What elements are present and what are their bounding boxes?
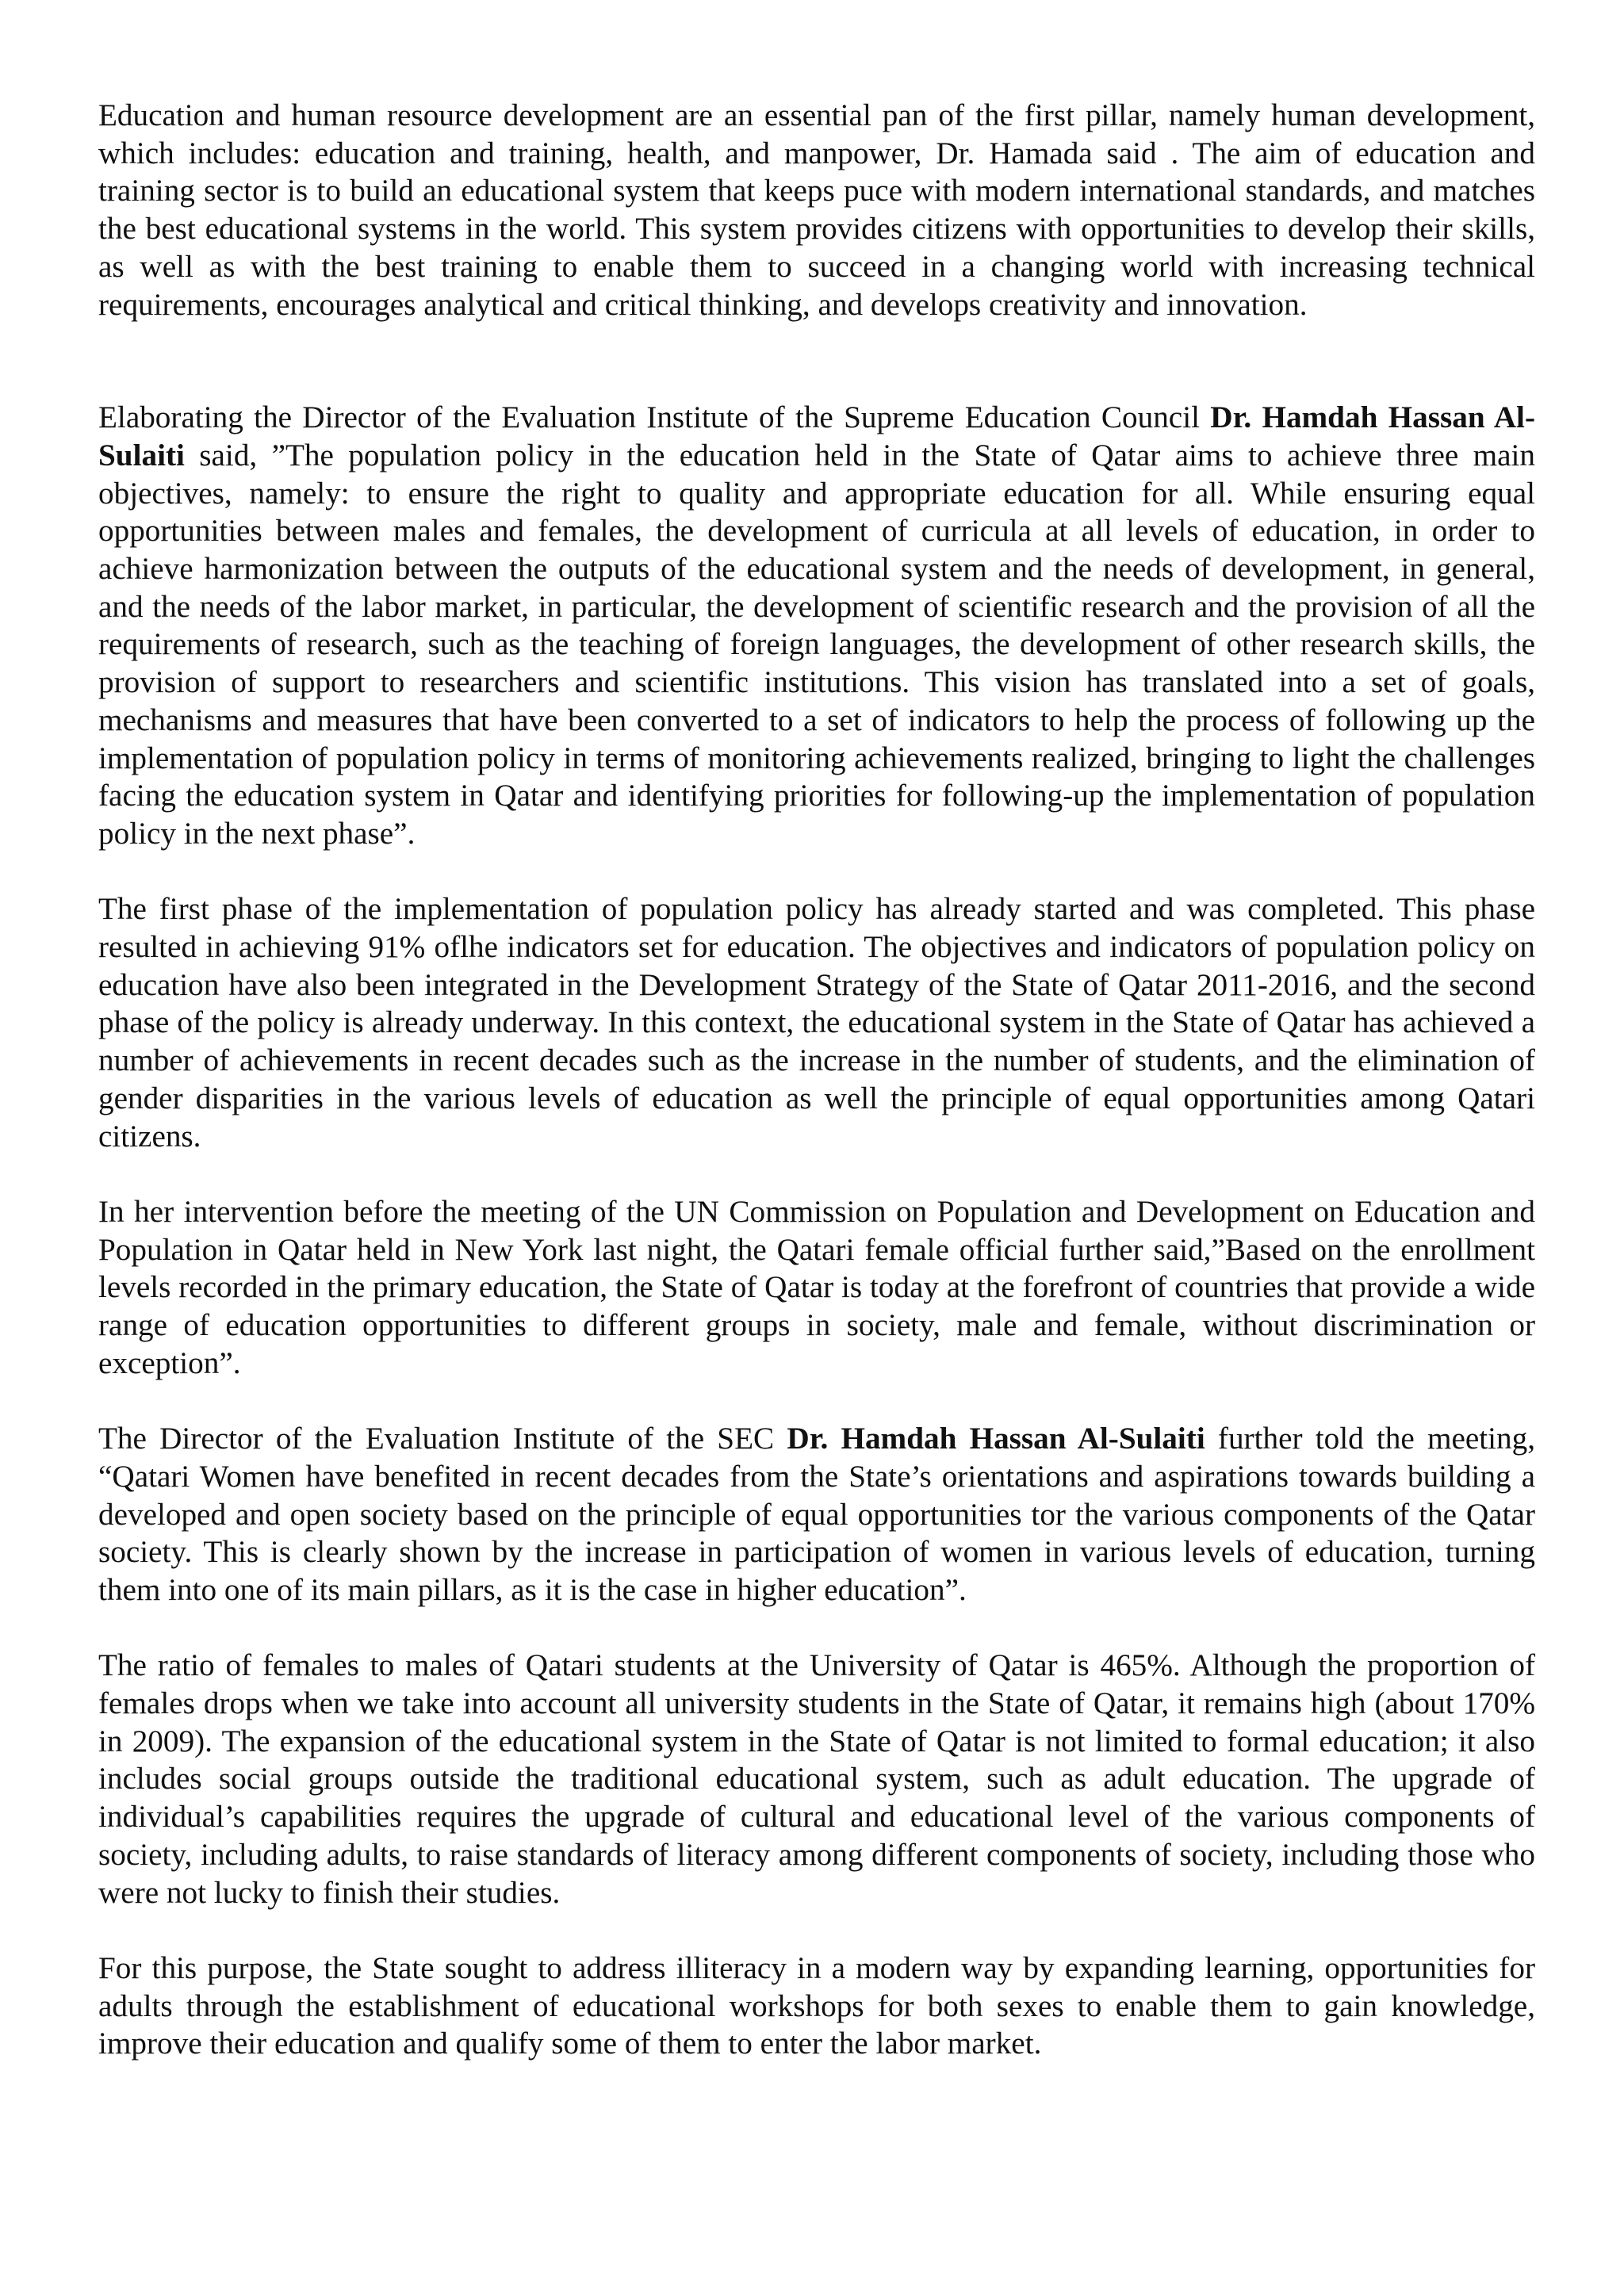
paragraph-illiteracy: For this purpose, the State sought to address illiteracy in a modern way by expanding learning, opportunities for adults through the establishment of educational workshops for both sexes to enable them to gain knowledge, improve their education and qualify some of them to enter the labor market. [98, 1950, 1535, 2061]
paragraph-qatari-women [98, 1420, 1535, 1609]
paragraph-text-rest: said, ”The population policy in the education held in the State of Qatar aims to achieve three main objectives, namely: to ensure the right to quality and appropriate education for all. While ensuring equal opportunities between males and females, the development of curricula at all levels of education, in order to achieve harmonization between the outputs of the educational system and the needs of development, in general, and the needs of the labor market, in particular, the development of scientific research and the provision of all the requirements of research, such as the teaching of foreign languages, the development of other research skills, the provision of support to researchers and scientific institutions. This vision has translated into a set of goals, mechanisms and measures that have been converted to a set of indicators to help the process of following up the implementation of population policy in terms of monitoring achievements realized, bringing to light the challenges facing the education system in Qatar and identifying priorities for following-up the implementation of population policy in the next phase”. [98, 438, 1535, 851]
official-name-bold: Dr. Hamdah Hassan Al-Sulaiti [787, 1422, 1205, 1456]
paragraph-first-phase: The first phase of the implementation of population policy has already started and was completed. This phase resulted in achieving 91% oflhe indicators set for education. The objectives and indicators of population policy on education have also been integrated in the Development Strategy of the State of Qatar 2011-2016, and the second phase of the policy is already underway. In this context, the educational system in the State of Qatar has achieved a number of achievements in recent decades such as the increase in the number of students, and the elimination of gender disparities in the various levels of education as well the principle of equal opportunities among Qatari citizens. [98, 892, 1535, 1154]
paragraph-population-policy-objectives [98, 399, 1535, 852]
paragraph-text-rest: further told the meeting, “Qatari Women have benefited in recent decades from the State’s orientations and aspirations towards building a developed and open society based on the principle of equal opportunities tor the various components of the Qatar society. This is clearly shown by the increase in participation of women in various levels of education, turning them into one of its main pillars, as it is the case in higher education”. [98, 1422, 1536, 1607]
paragraph-un-commission: In her intervention before the meeting of the UN Commission on Population and Development on Education and Population in Qatar held in New York last night, the Qatari female official further said,”Based on the enrollment levels recorded in the primary education, the State of Qatar is today at the forefront of countries that provide a wide range of education opportunities to different groups in society, male and female, without discrimination or exception”. [98, 1194, 1535, 1380]
paragraph-female-ratio: The ratio of females to males of Qatari students at the University of Qatar is 465%. Although the proportion of females drops when we take into account all university students in the State of Qatar, it remains high (about 170% in 2009). The expansion of the educational system in the State of Qatar is not limited to formal education; it also includes social groups outside the traditional educational system, such as adult education. The upgrade of individual’s capabilities requires the upgrade of cultural and educational level of the various components of society, including adults, to raise standards of literacy among different components of society, including those who were not lucky to finish their studies. [98, 1648, 1535, 1910]
paragraph-education-pillar: Education and human resource development are an essential pan of the first pillar, namely human development, which includes: education and training, health, and manpower, Dr. Hamada said . The aim of education and training sector is to build an educational system that keeps puce with modern international standards, and matches the best educational systems in the world. This system provides citizens with opportunities to develop their skills, as well as with the best training to enable them to succeed in a changing world with increasing technical requirements, encourages analytical and critical thinking, and develops creativity and innovation. [98, 98, 1535, 322]
document-page [98, 97, 1535, 2063]
official-name-bold: Dr. Hamdah Hassan Al-Sulaiti [98, 400, 1535, 473]
paragraph-text-lead: Elaborating the Director of the Evaluation Institute of the Supreme Education Council [98, 400, 1211, 435]
paragraph-text-lead: The Director of the Evaluation Institute of the SEC [98, 1422, 787, 1456]
